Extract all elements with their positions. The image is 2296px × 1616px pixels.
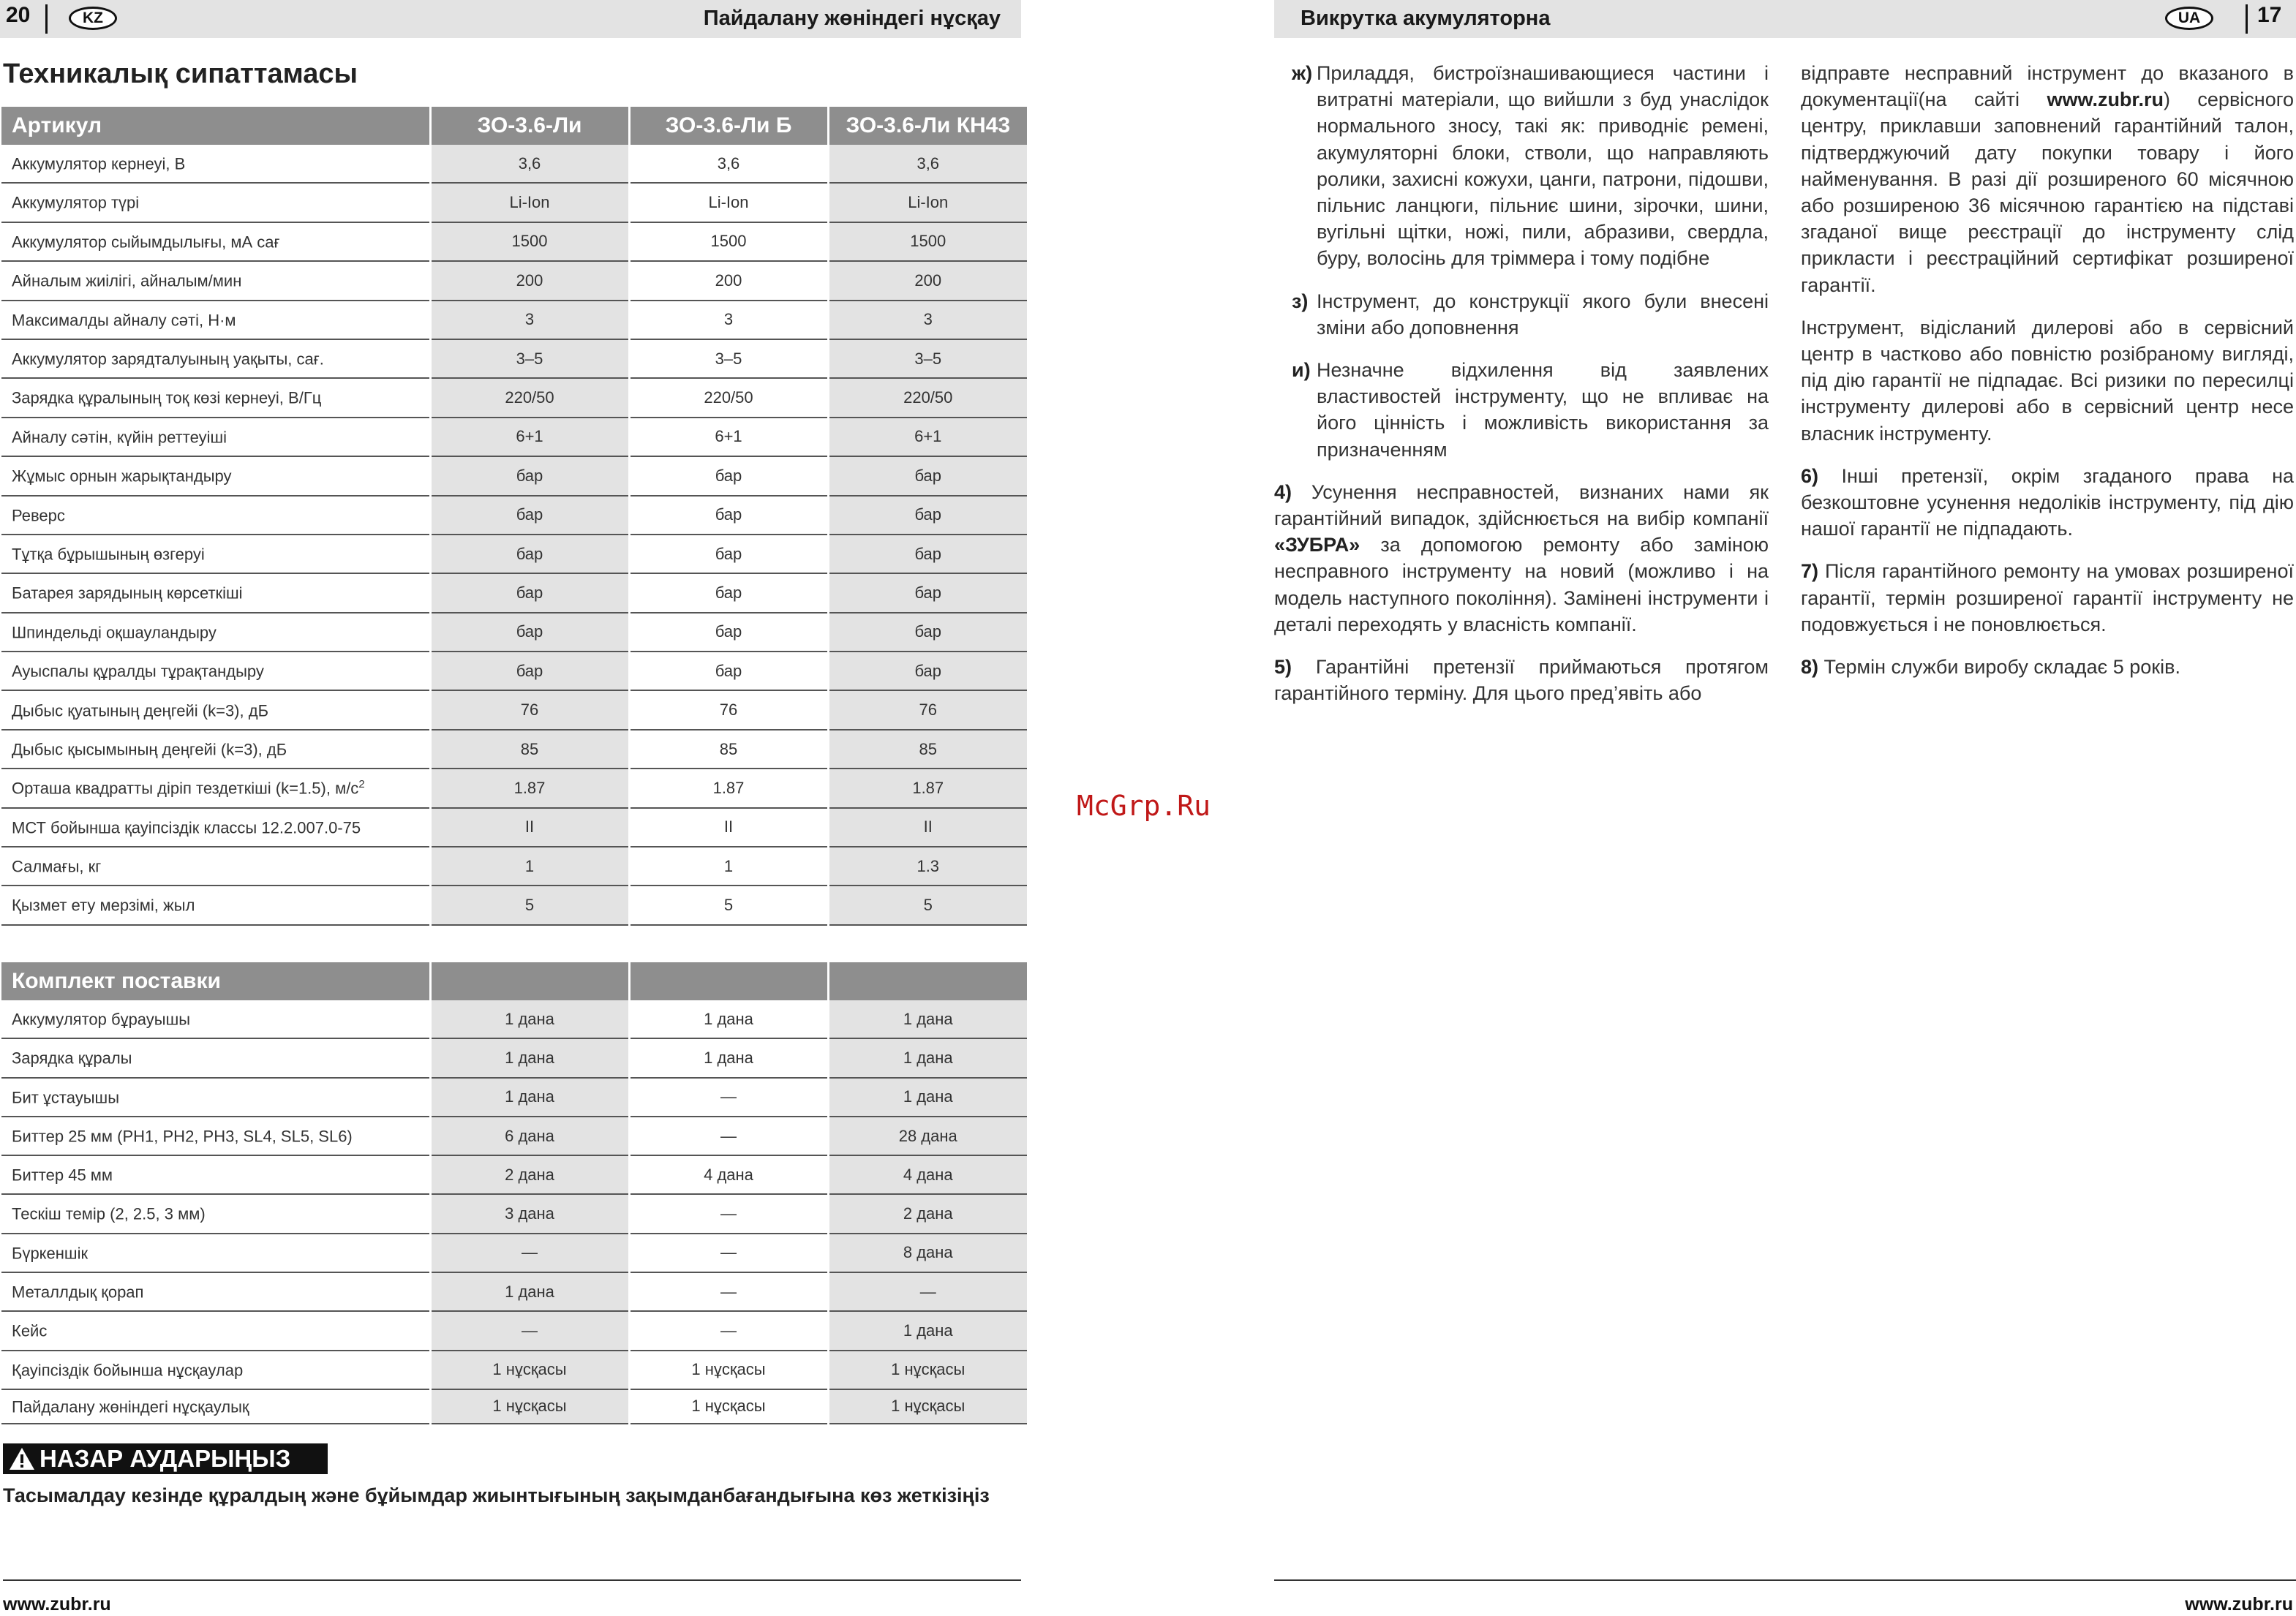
- spec-row: [1, 418, 1027, 456]
- kit-row: [1, 1117, 1027, 1155]
- header-model-3: ЗО-3.6-Ли КН43: [828, 107, 1027, 145]
- cell-model-3: 3–5: [828, 339, 1027, 378]
- cell-model-2: 1 нұсқасы: [629, 1351, 828, 1389]
- cell-model-3: 1 нұсқасы: [828, 1351, 1027, 1389]
- cell-model-3: 1 дана: [828, 1078, 1027, 1117]
- left-footer-url: www.zubr.ru: [3, 1594, 111, 1615]
- row-label: Кейс: [1, 1311, 430, 1350]
- cell-model-2: бар: [629, 496, 828, 535]
- warning-text: Тасымалдау кезінде құралдың және бұйымдар жиынтығының зақымданбағандығына көз жеткізіңіз: [3, 1484, 990, 1506]
- spec-row: [1, 613, 1027, 652]
- cell-model-1: 3 дана: [430, 1194, 629, 1233]
- cell-model-1: 3,6: [430, 145, 629, 183]
- row-label: Биттер 25 мм (PH1, PH2, PH3, SL4, SL5, SL6): [1, 1117, 430, 1155]
- cell-model-3: 1 дана: [828, 1311, 1027, 1350]
- cell-model-3: 8 дана: [828, 1234, 1027, 1272]
- cell-model-3: 1.87: [828, 769, 1027, 807]
- kit-row: [1, 1078, 1027, 1117]
- cell-model-1: 1 дана: [430, 1078, 629, 1117]
- spec-row: [1, 535, 1027, 573]
- cell-model-2: 6+1: [629, 418, 828, 456]
- cell-model-1: 1 нұсқасы: [430, 1389, 629, 1424]
- kit-row: [1, 1155, 1027, 1194]
- cell-model-3: 5: [828, 886, 1027, 924]
- cell-model-3: 220/50: [828, 378, 1027, 417]
- cell-model-2: бар: [629, 456, 828, 495]
- cell-model-3: Li-Ion: [828, 183, 1027, 222]
- cell-model-3: 1500: [828, 222, 1027, 261]
- row-label: Бүркеншік: [1, 1234, 430, 1272]
- spec-row: [1, 769, 1027, 807]
- cell-model-1: 3: [430, 301, 629, 339]
- cell-model-1: бар: [430, 652, 629, 690]
- list-text: Приладдя, бистроїзнашивающиеся частини і витратні матеріали, що вийшли з буд унаслідок нормального зносу, такі як: приводніє ремені, акумуляторні блоки, стволи, що направляють ролики, захисні кожухи, цанги, патрони, підошви, пільнис ланцюги, пільниє шини, зірочки, шини, вугільні щітки, ножі, пили, абразиви, свердла, буру, волосінь для тріммера і тому подібне: [1317, 62, 1769, 270]
- paragraph-shipping: Інструмент, відісланий дилерові або в сервісний центр в частково або повністю розібраному вигляді, під дію гарантії не підпадає. Всі ризики по пересилці інструменту дилерові або в сервісний центр несе власник інструменту.: [1801, 316, 2294, 445]
- list-letter: и): [1292, 359, 1311, 382]
- cell-model-1: 2 дана: [430, 1155, 629, 1194]
- cell-model-1: бар: [430, 496, 629, 535]
- cell-model-2: 3–5: [629, 339, 828, 378]
- kz-language-badge: KZ: [69, 7, 117, 30]
- row-label: Бит ұстауышы: [1, 1078, 430, 1117]
- spec-row: [1, 183, 1027, 222]
- row-label: Дыбыс қысымының деңгейі (k=3), дБ: [1, 730, 430, 769]
- row-label: Максималды айналу сәті, Н·м: [1, 301, 430, 339]
- spec-row: [1, 886, 1027, 924]
- header-divider: [45, 4, 48, 34]
- cell-model-2: —: [629, 1194, 828, 1233]
- cell-model-1: 5: [430, 886, 629, 924]
- list-text: Інструмент, до конструкції якого були внесені зміни або доповнення: [1317, 290, 1769, 339]
- cell-model-1: бар: [430, 456, 629, 495]
- cell-model-1: 1 дана: [430, 1000, 629, 1038]
- cell-model-3: бар: [828, 613, 1027, 652]
- spec-row: [1, 301, 1027, 339]
- right-page-header: [1274, 0, 2296, 38]
- paragraph-4: 4) Усунення несправностей, визнаних нами як гарантійний випадок, здійснюється на вибір компанії «ЗУБРА» за допомогою ремонту або заміною несправного інструменту на новий (можливо і на модель наступного покоління). Замінені інструменти і деталі переходять у власність компанії.: [1274, 480, 1769, 635]
- row-label: Айналым жиілігі, айналым/мин: [1, 261, 430, 300]
- cell-model-3: 28 дана: [828, 1117, 1027, 1155]
- cell-model-2: 220/50: [629, 378, 828, 417]
- cell-model-1: 85: [430, 730, 629, 769]
- cell-model-3: II: [828, 808, 1027, 847]
- row-label: Аккумулятор сыйымдылығы, мА сағ: [1, 222, 430, 261]
- cell-model-1: бар: [430, 573, 629, 612]
- cell-model-2: —: [629, 1311, 828, 1350]
- row-label: Аккумулятор түрі: [1, 183, 430, 222]
- kit-row: [1, 1038, 1027, 1077]
- cell-model-3: 3: [828, 301, 1027, 339]
- cell-model-3: 1.3: [828, 847, 1027, 886]
- list-item-zh: [1292, 60, 1769, 272]
- kit-header-row: [1, 962, 1027, 1000]
- spec-row: [1, 808, 1027, 847]
- tech-spec-table: [1, 107, 1027, 926]
- cell-model-2: Li-Ion: [629, 183, 828, 222]
- cell-model-2: 1 нұсқасы: [629, 1389, 828, 1424]
- row-label: Металлдық қорап: [1, 1272, 430, 1311]
- row-label: Қауіпсіздік бойынша нұсқаулар: [1, 1351, 430, 1389]
- cell-model-2: 1 дана: [629, 1038, 828, 1077]
- cell-model-2: бар: [629, 613, 828, 652]
- cell-model-2: бар: [629, 535, 828, 573]
- cell-model-1: 6+1: [430, 418, 629, 456]
- cell-model-3: 1 дана: [828, 1000, 1027, 1038]
- cell-model-2: 1: [629, 847, 828, 886]
- cell-model-3: бар: [828, 573, 1027, 612]
- kit-header-title: Комплект поставки: [1, 962, 430, 1000]
- tech-spec-header-row: [1, 107, 1027, 145]
- kit-row: [1, 1234, 1027, 1272]
- cell-model-1: 1 нұсқасы: [430, 1351, 629, 1389]
- cell-model-1: 1 дана: [430, 1272, 629, 1311]
- kit-row: [1, 1351, 1027, 1389]
- cell-model-2: —: [629, 1117, 828, 1155]
- cell-model-3: 3,6: [828, 145, 1027, 183]
- cell-model-2: 200: [629, 261, 828, 300]
- right-page-number: 17: [2257, 3, 2282, 27]
- row-label: Биттер 45 мм: [1, 1155, 430, 1194]
- cell-model-3: бар: [828, 456, 1027, 495]
- list-item-y: [1292, 357, 1769, 463]
- spec-row: [1, 222, 1027, 261]
- warning-title: НАЗАР АУДАРЫҢЫЗ: [39, 1445, 291, 1472]
- row-label: Ауыспалы құралды тұрақтандыру: [1, 652, 430, 690]
- cell-model-2: 5: [629, 886, 828, 924]
- left-page-number: 20: [6, 3, 31, 27]
- cell-model-2: 4 дана: [629, 1155, 828, 1194]
- cell-model-1: 1.87: [430, 769, 629, 807]
- row-label: Аккумулятор зарядталуының уақыты, сағ.: [1, 339, 430, 378]
- cell-model-3: бар: [828, 535, 1027, 573]
- row-label: МСТ бойынша қауіпсіздік классы 12.2.007.0-75: [1, 808, 430, 847]
- section-title: Техникалық сипаттамасы: [3, 58, 358, 89]
- brand-name: «ЗУБРА»: [1274, 534, 1360, 556]
- cell-model-3: 1 дана: [828, 1038, 1027, 1077]
- spec-row: [1, 378, 1027, 417]
- cell-model-3: 4 дана: [828, 1155, 1027, 1194]
- left-footer-rule: [3, 1579, 1021, 1581]
- paragraph-continued: відправте несправний інструмент до вказаного в документації(на сайті www.zubr.ru) сервісного центру, приклавши заповнений гарантійний талон, підтверджуючий дату покупки товару і його найменування. В разі дії розширеного 60 місячною або розширеною 36 місячною гарантією на підставі згаданої вище реєстрації до інструменту слід прикласти і реєстраційний сертифікат розширеної гарантії.: [1801, 62, 2294, 296]
- row-label: Аккумулятор кернеуі, В: [1, 145, 430, 183]
- row-label: Шпиндельді оқшауландыру: [1, 613, 430, 652]
- row-label: Тұтқа бұрышының өзгеруі: [1, 535, 430, 573]
- cell-model-2: 1500: [629, 222, 828, 261]
- kit-row: [1, 1000, 1027, 1038]
- list-letter: з): [1292, 290, 1309, 312]
- cell-model-1: бар: [430, 535, 629, 573]
- cell-model-2: —: [629, 1078, 828, 1117]
- warning-badge: [3, 1443, 328, 1474]
- cell-model-2: 3,6: [629, 145, 828, 183]
- spec-row: [1, 690, 1027, 729]
- spec-row: [1, 573, 1027, 612]
- cell-model-1: 1: [430, 847, 629, 886]
- row-label: Жұмыс орнын жарықтандыру: [1, 456, 430, 495]
- spec-row: [1, 496, 1027, 535]
- cell-model-1: Li-Ion: [430, 183, 629, 222]
- row-label: Айналу сәтін, күйін реттеуіші: [1, 418, 430, 456]
- cell-model-1: бар: [430, 613, 629, 652]
- list-letter: ж): [1292, 62, 1313, 84]
- cell-model-2: —: [629, 1234, 828, 1272]
- spec-row: [1, 339, 1027, 378]
- row-label: Зарядка құралының тоқ көзі кернеуі, В/Гц: [1, 378, 430, 417]
- list-item-z: [1292, 288, 1769, 341]
- left-page-header: [0, 0, 1021, 38]
- cell-model-1: 6 дана: [430, 1117, 629, 1155]
- kit-table: [1, 962, 1027, 1424]
- cell-model-2: 1 дана: [629, 1000, 828, 1038]
- row-label: Тескіш темір (2, 2.5, 3 мм): [1, 1194, 430, 1233]
- row-label: Пайдалану жөніндегі нұсқаулық: [1, 1389, 430, 1424]
- kit-row: [1, 1194, 1027, 1233]
- warning-triangle-icon: [9, 1447, 35, 1470]
- cell-model-3: 76: [828, 690, 1027, 729]
- cell-model-2: бар: [629, 652, 828, 690]
- kit-row: [1, 1311, 1027, 1350]
- right-footer-rule: [1274, 1579, 2296, 1581]
- header-article: Артикул: [1, 107, 430, 145]
- cell-model-2: 76: [629, 690, 828, 729]
- row-label: Зарядка құралы: [1, 1038, 430, 1077]
- spec-row: [1, 456, 1027, 495]
- spec-row: [1, 261, 1027, 300]
- cell-model-1: II: [430, 808, 629, 847]
- cell-model-1: 76: [430, 690, 629, 729]
- row-label: Орташа квадратты діріп тездеткіші (k=1.5), $м/с^2$: [1, 769, 430, 807]
- cell-model-3: бар: [828, 652, 1027, 690]
- row-label: Реверс: [1, 496, 430, 535]
- spec-row: [1, 730, 1027, 769]
- right-column-1: [1274, 60, 1769, 722]
- cell-model-1: 220/50: [430, 378, 629, 417]
- cell-model-1: 1500: [430, 222, 629, 261]
- left-header-title: Пайдалану жөніндегі нұсқау: [703, 7, 1001, 30]
- site-url: www.zubr.ru: [2047, 88, 2164, 111]
- cell-model-2: 1.87: [629, 769, 828, 807]
- cell-model-2: II: [629, 808, 828, 847]
- cell-model-2: бар: [629, 573, 828, 612]
- paragraph-5: 5) Гарантійні претензії приймаються протягом гарантійного терміну. Для цього пред’явіть або: [1274, 656, 1769, 705]
- list-text: Незначне відхилення від заявлених властивостей інструменту, що не впливає на його цінність і можливість використання за призначенням: [1317, 359, 1769, 461]
- cell-model-3: 2 дана: [828, 1194, 1027, 1233]
- spec-row: [1, 652, 1027, 690]
- cell-model-2: 3: [629, 301, 828, 339]
- cell-model-2: 85: [629, 730, 828, 769]
- right-header-title: Викрутка акумуляторна: [1301, 7, 1551, 30]
- row-label: Салмағы, кг: [1, 847, 430, 886]
- right-footer-url: www.zubr.ru: [2185, 1594, 2293, 1615]
- cell-model-3: 85: [828, 730, 1027, 769]
- paragraph-8: 8) Термін служби виробу складає 5 років.: [1801, 656, 2180, 679]
- kit-row: [1, 1272, 1027, 1311]
- paragraph-6: 6) Інші претензії, окрім згаданого права на безкоштовне усунення недоліків інструменту, під дію нашої гарантії не підпадають.: [1801, 464, 2294, 540]
- row-label: Дыбыс қуатының деңгейі (k=3), дБ: [1, 690, 430, 729]
- cell-model-3: 200: [828, 261, 1027, 300]
- cell-model-3: —: [828, 1272, 1027, 1311]
- watermark-text: McGrp.Ru: [1077, 790, 1211, 822]
- right-column-2: [1801, 60, 2294, 696]
- header-model-2: ЗО-3.6-Ли Б: [629, 107, 828, 145]
- header-divider: [2246, 4, 2248, 34]
- cell-model-1: 1 дана: [430, 1038, 629, 1077]
- cell-model-1: 200: [430, 261, 629, 300]
- spec-row: [1, 847, 1027, 886]
- cell-model-2: —: [629, 1272, 828, 1311]
- cell-model-3: бар: [828, 496, 1027, 535]
- row-label: Аккумулятор бұрауышы: [1, 1000, 430, 1038]
- cell-model-3: 1 нұсқасы: [828, 1389, 1027, 1424]
- paragraph-7: 7) Після гарантійного ремонту на умовах розширеної гарантії, термін розширеної гарантії інструменту не подовжується і не поновлюється.: [1801, 560, 2294, 635]
- cell-model-1: 3–5: [430, 339, 629, 378]
- cell-model-1: —: [430, 1311, 629, 1350]
- row-label: Батарея зарядының көрсеткіші: [1, 573, 430, 612]
- kit-row: [1, 1389, 1027, 1424]
- spec-row: [1, 145, 1027, 183]
- ua-language-badge: UA: [2165, 7, 2213, 30]
- row-label: Қызмет ету мерзімі, жыл: [1, 886, 430, 924]
- cell-model-1: —: [430, 1234, 629, 1272]
- header-model-1: ЗО-3.6-Ли: [430, 107, 629, 145]
- cell-model-3: 6+1: [828, 418, 1027, 456]
